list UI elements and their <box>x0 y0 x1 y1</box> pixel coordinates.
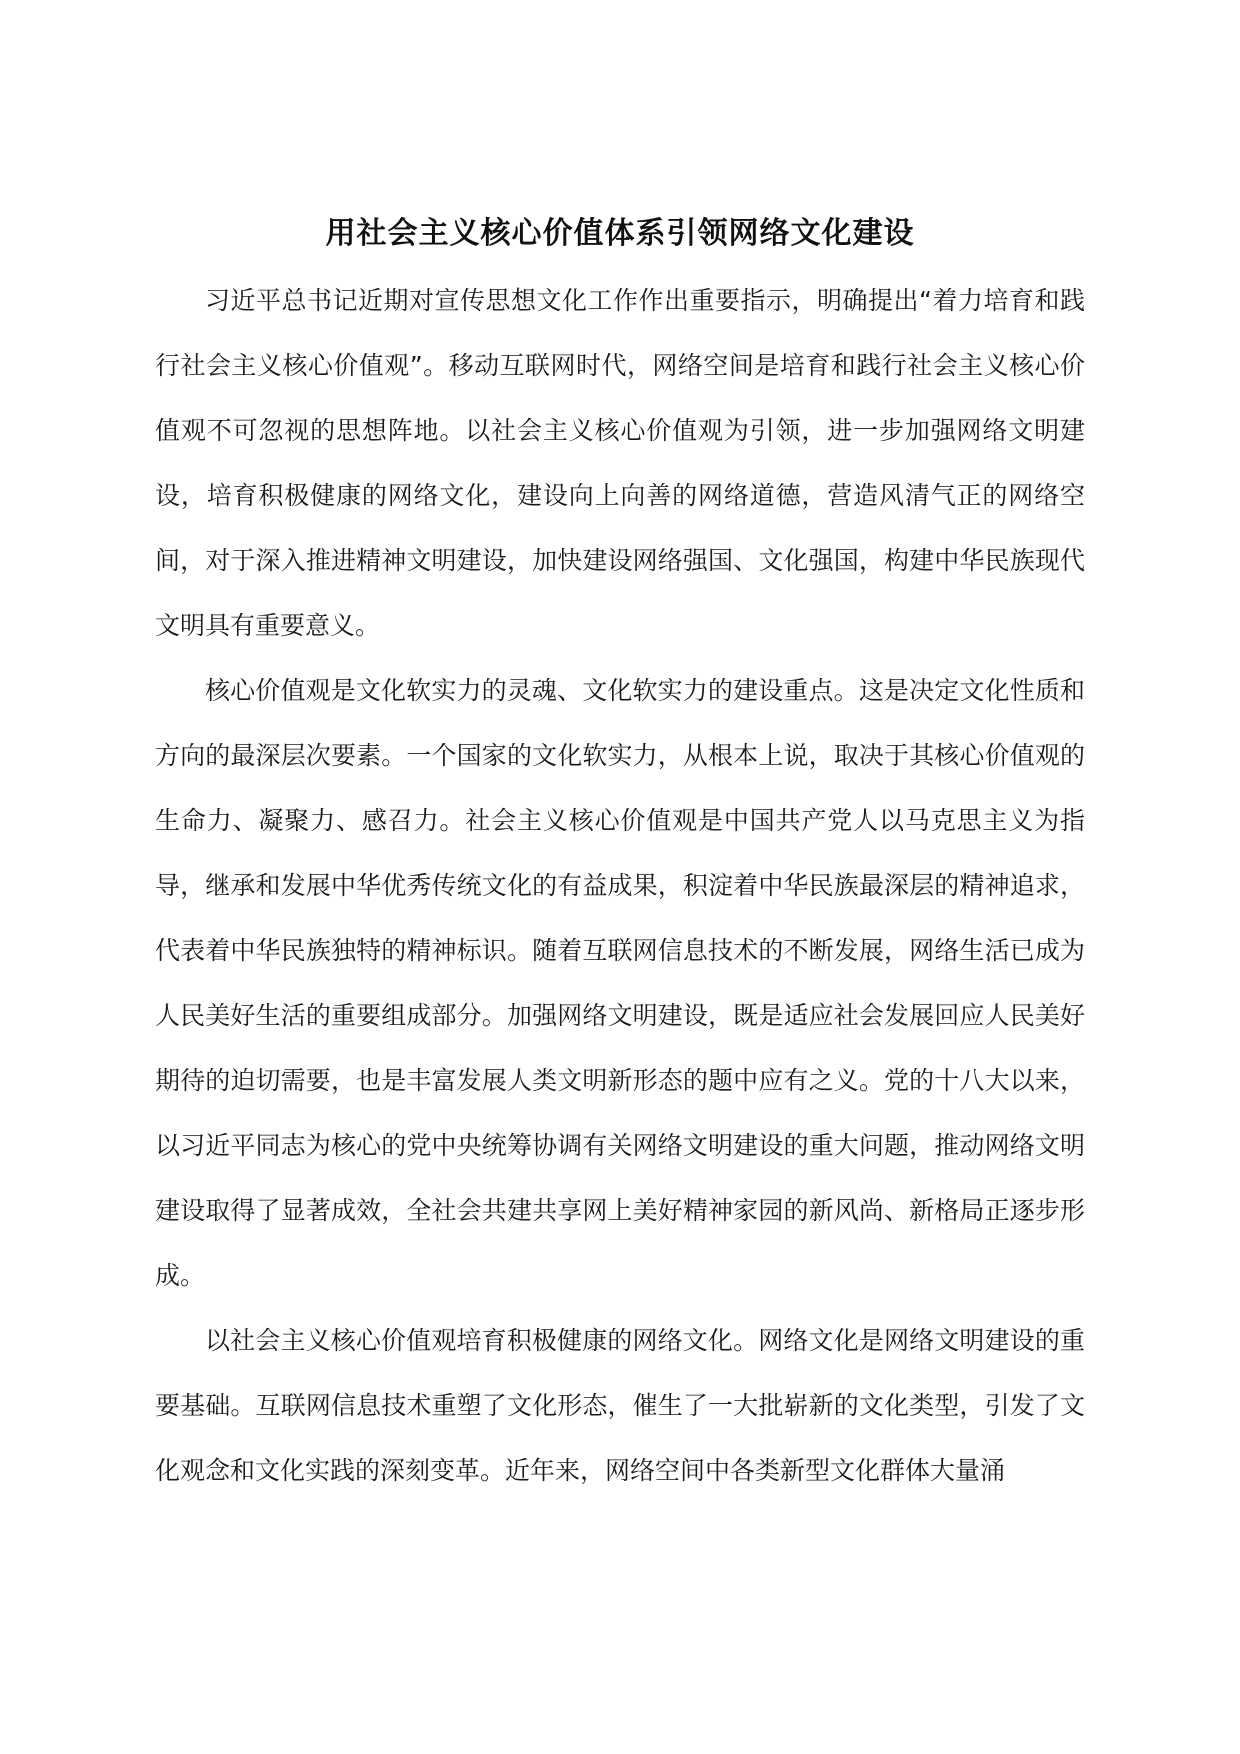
paragraph-2: 核心价值观是文化软实力的灵魂、文化软实力的建设重点。这是决定文化性质和方向的最深层次要素。一个国家的文化软实力，从根本上说，取决于其核心价值观的生命力、凝聚力、感召力。社会主义核心价值观是中国共产党人以马克思主义为指导，继承和发展中华优秀传统文化的有益成果，积淀着中华民族最深层的精神追求，代表着中华民族独特的精神标识。随着互联网信息技术的不断发展，网络生活已成为人民美好生活的重要组成部分。加强网络文明建设，既是适应社会发展回应人民美好期待的迫切需要，也是丰富发展人类文明新形态的题中应有之义。党的十八大以来，以习近平同志为核心的党中央统筹协调有关网络文明建设的重大问题，推动网络文明建设取得了显著成效，全社会共建共享网上美好精神家园的新风尚、新格局正逐步形成。 <box>155 676 1085 1290</box>
document-title: 用社会主义核心价值体系引领网络文化建设 <box>325 216 915 252</box>
document-body <box>155 268 1085 1503</box>
paragraph-3: 以社会主义核心价值观培育积极健康的网络文化。网络文化是网络文明建设的重要基础。互联网信息技术重塑了文化形态，催生了一大批崭新的文化类型，引发了文化观念和文化实践的深刻变革。近年来，网络空间中各类新型文化群体大量涌 <box>155 1326 1085 1485</box>
paragraph-1: 习近平总书记近期对宣传思想文化工作作出重要指示，明确提出“着力培育和践行社会主义核心价值观”。移动互联网时代，网络空间是培育和践行社会主义核心价值观不可忽视的思想阵地。以社会主义核心价值观为引领，进一步加强网络文明建设，培育积极健康的网络文化，建设向上向善的网络道德，营造风清气正的网络空间，对于深入推进精神文明建设，加快建设网络强国、文化强国，构建中华民族现代文明具有重要意义。 <box>155 286 1085 640</box>
